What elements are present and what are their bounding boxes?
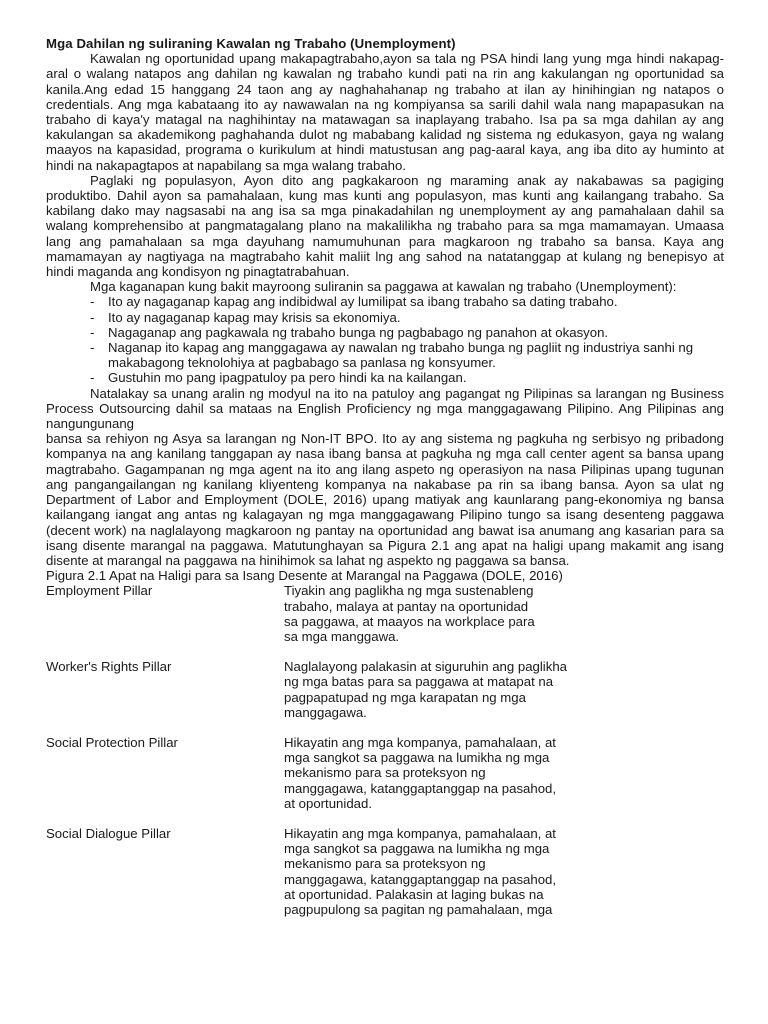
dash-bullet: - bbox=[90, 309, 95, 325]
list-item-text: Gustuhin mo pang ipagpatuloy pa pero hindi ka na kailangan. bbox=[108, 370, 467, 386]
pillar-social-dialogue bbox=[46, 826, 724, 917]
description-line: sa paggawa, at maayos na workplace para bbox=[284, 613, 535, 629]
description-line: ng mga batas para sa paggawa at matapat na bbox=[284, 674, 554, 690]
pillar-description bbox=[284, 659, 724, 720]
spacer bbox=[46, 811, 724, 826]
list-item-text: Ito ay nagaganap kapag ang indibidwal ay lumilipat sa ibang trabaho sa dating trabaho. bbox=[108, 294, 618, 310]
pillar-name: Employment Pillar bbox=[46, 583, 153, 599]
pillar-description bbox=[284, 583, 724, 644]
description-line: Tiyakin ang paglikha ng mga sustenableng bbox=[284, 583, 534, 599]
paragraph-population: Paglaki ng populasyon, Ayon dito ang pagkakaroon ng maraming anak ay nakabawas sa pagiging produktibo. Dahil ayon sa pamahalaan, kung mas kunti ang populasyon, mas kunti ang kailangang trabaho. Sa kabilang dako may nagsasabi na ang isa sa mga pinakadahilan ng unemployment ay ang pamahalaan dahil sa walang komprehensibo at pangmatagalang plano na makalilikha ng trabaho para sa mga mamamayan. Umaasa lang ang pamahalaan sa mga dayuhang namumuhunan para magkaroon ng trabaho sa bansa. Kaya ang mamamayan ay nagtiyaga na magtrabaho kahit maliit lng ang sahod na natatanggap at kulang ng benepisyo at hindi maganda ang kondisyon ng pinagtatrabahuan. bbox=[46, 172, 724, 280]
paragraph-bpo-start: Natalakay sa unang aralin ng modyul na ito na patuloy ang pagangat ng Pilipinas sa larangan ng Business Process Outsourcing dahil sa mataas na English Proficiency ng mga manggagawang Pilipino. Ang Pilipinas ang nangungunang bbox=[46, 385, 724, 432]
spacer bbox=[46, 644, 724, 659]
description-line: at oportunidad. bbox=[284, 795, 372, 811]
dash-bullet: - bbox=[90, 324, 95, 340]
description-line: trabaho, malaya at pantay na oportunidad bbox=[284, 598, 529, 614]
list-item bbox=[46, 325, 724, 340]
pillar-employment bbox=[46, 583, 724, 644]
paragraph-events-intro: Mga kaganapan kung bakit mayroong suliranin sa paggawa at kawalan ng trabaho (Unemployment): bbox=[90, 279, 677, 295]
spacer bbox=[46, 720, 724, 735]
document-body bbox=[46, 36, 724, 917]
dash-bullet: - bbox=[90, 294, 95, 310]
description-line: pagpapatupad ng mga karapatan ng mga bbox=[284, 689, 526, 705]
paragraph-bpo-continued: bansa sa rehiyon ng Asya sa larangan ng Non-IT BPO. Ito ay ang sistema ng pagkuha ng serbisyo ng pribadong kompanya na ang kanilang tanggapan ay nasa ibang bansa at pagkuha ng mga call center agent sa bansa upang magtrabaho. Gagampanan ng mga agent na ito ang ilang aspeto ng operasiyon na nasa Pilipinas upang tugunan ang pangangailangan ng kanilang kliyenteng kompanya na nakabase pa rin sa ibang bansa. Ayon sa ulat ng Department of Labor and Employment (DOLE, 2016) upang matiyak ang kaunlarang pang-ekonomiya ng bansa kailangang iangat ang antas ng kalagayan ng mga manggagawang Pilipino tungo sa isang desenteng paggawa (decent work) na naglalayong magkaroon ng pantay na oportunidad ang bawat isa anumang ang kasarian para sa isang disente marangal na paggawa. Matutunghayan sa Pigura 2.1 ang apat na haligi upang makamit ang isang disente at marangal na paggawa na hinihimok sa lahat ng aspekto ng paggawa sa bansa. bbox=[46, 431, 724, 568]
description-line: sa mga manggawa. bbox=[284, 628, 400, 644]
description-line: mekanismo para sa proteksyon ng bbox=[284, 856, 486, 872]
events-list bbox=[46, 294, 724, 385]
pillar-description bbox=[284, 735, 724, 811]
pillar-workers-rights bbox=[46, 659, 724, 720]
pillar-social-protection bbox=[46, 735, 724, 811]
description-line: mga sangkot sa paggawa na lumikha ng mga bbox=[284, 841, 550, 857]
description-line: manggagawa. bbox=[284, 704, 367, 720]
description-line: mga sangkot sa paggawa na lumikha ng mga bbox=[284, 750, 550, 766]
description-line: at oportunidad. Palakasin at laging bukas na bbox=[284, 886, 544, 902]
pillar-name: Worker's Rights Pillar bbox=[46, 659, 172, 675]
list-item bbox=[46, 294, 724, 309]
paragraph-opportunity: Kawalan ng oportunidad upang makapagtrabaho,ayon sa tala ng PSA hindi lang yung mga hindi nakapag-aral o walang natapos ang dahilan ng kawalan ng trabaho kundi pati na rin ang kakulangan ng oportunidad sa kanila.Ang edad 15 hanggang 24 taon ang ay naghahahanap ng trabaho at ilan ay hinihingian ng natapos o credentials. Ang mga kabataang ito ay nawawalan na ng kompiyansa sa sarili dahil wala nang mapapasukan na trabaho di kaya'y matagal na naghihintay na matawagan sa inaplayang trabaho. Isa pa sa mga dahilan ay ang kakulangan sa akademikong paghahanda dulot ng mababang kalidad ng sistema ng edukasyon, gaya ng walang maayos na kapasidad, programa o kurikulum at hindi matustusan ang pag-aaral kaya, ang iba dito ay huminto at hindi na nakapagtapos at napabilang sa mga walang trabaho. bbox=[46, 51, 724, 173]
document-title: Mga Dahilan ng suliraning Kawalan ng Trabaho (Unemployment) bbox=[46, 36, 456, 51]
list-item bbox=[46, 310, 724, 325]
list-item-text: Nagaganap ang pagkawala ng trabaho bunga ng pagbabago ng panahon at okasyon. bbox=[108, 324, 609, 340]
description-line: Naglalayong palakasin at siguruhin ang paglikha bbox=[284, 659, 567, 675]
list-item-text: Naganap ito kapag ang manggagawa ay nawalan ng trabaho bunga ng pagliit ng industriya sanhi ng makabagong teknolohiya at pagbabago sa panlasa ng konsyumer. bbox=[108, 340, 694, 371]
description-line: manggagawa, katanggaptanggap na pasahod, bbox=[284, 871, 557, 887]
description-line: Hikayatin ang mga kompanya, pamahalaan, at bbox=[284, 734, 556, 750]
pillar-description bbox=[284, 826, 724, 917]
figure-caption: Pigura 2.1 Apat na Haligi para sa Isang Desente at Marangal na Paggawa (DOLE, 2016) bbox=[46, 568, 563, 584]
pillar-name: Social Protection Pillar bbox=[46, 734, 178, 750]
list-item bbox=[46, 340, 724, 370]
dash-bullet: - bbox=[90, 370, 95, 386]
list-item bbox=[46, 370, 724, 385]
description-line: mekanismo para sa proteksyon ng bbox=[284, 765, 486, 781]
description-line: Hikayatin ang mga kompanya, pamahalaan, at bbox=[284, 825, 556, 841]
description-line: pagpupulong sa pagitan ng pamahalaan, mga bbox=[284, 901, 553, 917]
pillar-name: Social Dialogue Pillar bbox=[46, 825, 171, 841]
dash-bullet: - bbox=[90, 340, 95, 356]
list-item-text: Ito ay nagaganap kapag may krisis sa ekonomiya. bbox=[108, 309, 401, 325]
description-line: manggagawa, katanggaptanggap na pasahod, bbox=[284, 780, 557, 796]
